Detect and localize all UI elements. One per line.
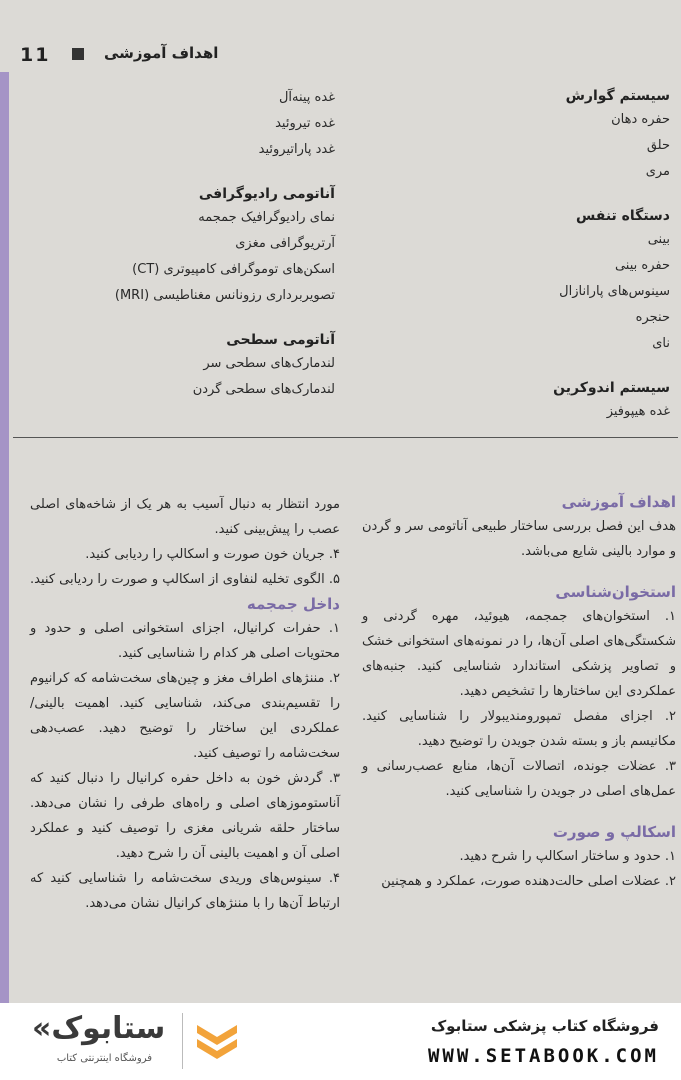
page-header (0, 38, 681, 72)
continuation-text: مورد انتظار به دنبال آسیب به هر یک از شاخه‌های اصلی عصب را پیش‌بینی کنید. (30, 497, 340, 537)
cranial-title: داخل جمجمه (246, 595, 340, 613)
list-item: آرتریوگرافی مغزی (235, 236, 335, 251)
list-item: ۴. جریان خون صورت و اسکالپ را ردیابی کنید. (85, 547, 340, 562)
goals-title: اهداف آموزشی (561, 493, 676, 511)
goals-text: هدف این فصل بررسی ساختار طبیعی آناتومی سر و گردن و موارد بالینی شایع می‌باشد. (362, 519, 676, 559)
section-title-digestive: سیستم گوارش (565, 88, 670, 104)
list-item: ۲. مننژهای اطراف مغز و چین‌های سخت‌شامه که کرانیوم را تقسیم‌بندی می‌کند، شناسایی کنید. اهمیت بالینی/ عملکردی این ساختار را توضیح دهید. عصب‌دهی سخت‌شامه را توصیف کنید. (30, 671, 340, 761)
section-divider (13, 437, 678, 438)
list-item: غده پینه‌آل (278, 90, 335, 105)
book-logo-icon (193, 1017, 241, 1065)
footer-separator (182, 1013, 183, 1069)
store-footer (0, 1003, 681, 1080)
list-item: نمای رادیوگرافیک جمجمه (198, 210, 335, 225)
list-item: نای (652, 336, 670, 351)
list-item: ۵. الگوی تخلیه لنفاوی از اسکالپ و صورت را ردیابی کنید. (30, 572, 340, 587)
list-item: ۱. استخوان‌های جمجمه، هیوئید، مهره گردنی و شکستگی‌های اصلی آن‌ها، را در نمونه‌های استخوانی خشک و تصاویر پزشکی استاندارد شناسایی کنید. جنبه‌های عملکردی این ساختارها را تشخیص دهید. (362, 609, 676, 699)
list-item: ۱. حفرات کرانیال، اجزای استخوانی اصلی و حدود و محتویات اصلی هر کدام را شناسایی کنید. (30, 621, 340, 661)
list-item: حفره بینی (614, 258, 670, 273)
list-item: حفره دهان (611, 112, 670, 127)
list-item: غدد پاراتیروئید (258, 142, 335, 157)
bones-title: استخوان‌شناسی (555, 583, 676, 601)
list-item: غده تیروئید (275, 116, 335, 131)
list-item: حنجره (635, 310, 670, 325)
store-logo-subtitle: فروشگاه اینترنتی کتاب (56, 1053, 152, 1064)
list-item: غده هیپوفیز (606, 404, 670, 419)
top-left-column (60, 85, 335, 403)
section-title-surface: آناتومی سطحی (226, 332, 335, 348)
bottom-right-column (362, 490, 676, 894)
section-title-radiographic: آناتومی رادیوگرافی (198, 186, 335, 202)
list-item: ۱. حدود و ساختار اسکالپ را شرح دهید. (459, 849, 676, 864)
header-title: اهداف آموزشی (104, 44, 219, 62)
store-name: فروشگاه کتاب پزشکی ستابوک (430, 1017, 659, 1035)
page-number: 11 (20, 44, 51, 66)
list-item: لندمارک‌های سطحی گردن (192, 382, 335, 397)
bottom-left-column (30, 492, 340, 916)
scalp-title: اسکالپ و صورت (552, 823, 676, 841)
list-item: ۳. گردش خون به داخل حفره کرانیال را دنبال کنید که آناستوموزهای اصلی و راه‌های طرفی را نشان می‌دهد. ساختار حلقه شریانی مغزی را توصیف کنید و عملکرد اصلی آن و اهمیت بالینی آن را شرح دهید. (30, 771, 340, 861)
list-item: مری (645, 164, 670, 179)
top-right-column (390, 85, 670, 425)
list-item: سینوس‌های پارانازال (559, 284, 670, 299)
list-item: ۲. عضلات اصلی حالت‌دهنده صورت، عملکرد و همچنین (381, 874, 676, 889)
store-logo-text: «ستابوک (32, 1011, 166, 1046)
store-url[interactable]: WWW.SETABOOK.COM (427, 1045, 659, 1067)
section-title-endocrine: سیستم اندوکرین (553, 380, 670, 396)
list-item: اسکن‌های توموگرافی کامپیوتری (CT) (132, 262, 335, 277)
list-item: ۲. اجزای مفصل تمپورومندیبولار را شناسایی کنید. مکانیسم باز و بسته شدن جویدن را توضیح دهید. (362, 709, 676, 749)
section-title-respiratory: دستگاه تنفس (575, 208, 670, 224)
left-color-strip (0, 72, 9, 1003)
list-item: ۳. عضلات جونده، اتصالات آن‌ها، منابع عصب‌رسانی و عمل‌های اصلی در جویدن را شناسایی کنید. (362, 759, 676, 799)
list-item: لندمارک‌های سطحی سر (203, 356, 335, 371)
list-item: بینی (647, 232, 670, 247)
list-item: حلق (646, 138, 670, 153)
list-item: تصویربرداری رزونانس مغناطیسی (MRI) (114, 288, 335, 303)
list-item: ۴. سینوس‌های وریدی سخت‌شامه را شناسایی کنید که ارتباط آن‌ها را با مننژهای کرانیال نشان می‌دهد. (30, 871, 340, 911)
header-square-icon (72, 48, 84, 60)
